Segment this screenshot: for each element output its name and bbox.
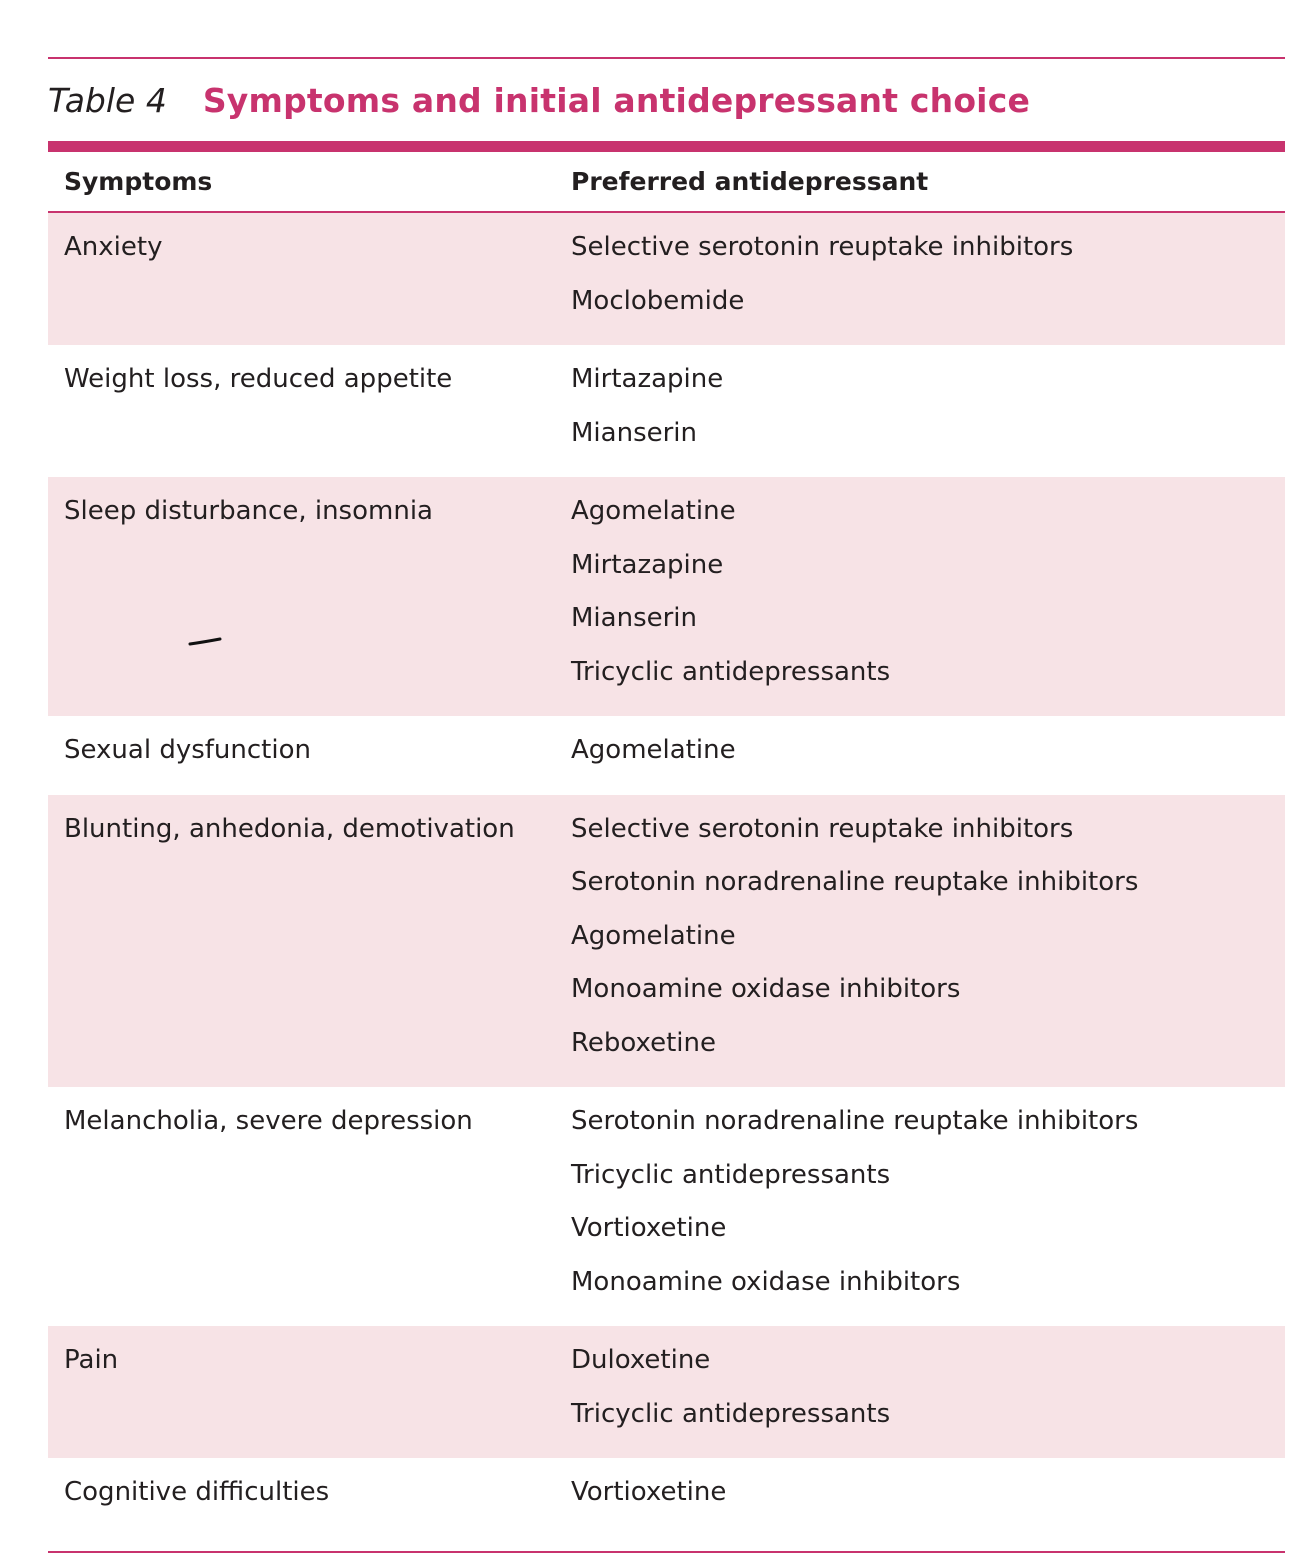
drug-list: [571, 221, 1285, 328]
drug-item: Agomelatine: [571, 920, 736, 951]
drug-item: Serotonin noradrenaline reuptake inhibitors: [571, 1106, 1139, 1136]
drug-item: Mirtazapine: [571, 549, 724, 580]
table-header: [48, 152, 1285, 213]
table-row: [48, 1326, 1285, 1458]
drug-list: [571, 1095, 1285, 1309]
symptom-cell: Sexual dysfunction: [64, 735, 311, 765]
drug-item: Moclobemide: [571, 285, 745, 316]
symptom-cell: Blunting, anhedonia, demotivation: [64, 813, 515, 844]
table-row: [48, 1087, 1285, 1326]
header-antidepressant: Preferred antidepressant: [571, 167, 929, 196]
table-row: [48, 1458, 1285, 1537]
drug-item: Tricyclic antidepressants: [571, 656, 891, 687]
drug-item: Duloxetine: [571, 1345, 711, 1375]
drug-item: Tricyclic antidepressants: [571, 1398, 891, 1429]
drug-list: [571, 485, 1285, 699]
symptom-cell: Anxiety: [64, 232, 163, 262]
table-title: Symptoms and initial antidepressant choice: [202, 80, 1031, 120]
drug-item: Tricyclic antidepressants: [571, 1159, 891, 1190]
drug-item: Mianserin: [571, 417, 698, 448]
table-container: [48, 57, 1285, 1553]
drug-item: Selective serotonin reuptake inhibitors: [571, 232, 1074, 262]
table-row: [48, 795, 1285, 1088]
drug-list: [571, 1334, 1285, 1441]
drug-item: Agomelatine: [571, 496, 736, 526]
title-rule: [48, 141, 1285, 152]
pen-stroke-mark: [188, 636, 222, 648]
symptom-cell: Weight loss, reduced appetite: [64, 364, 453, 394]
symptom-cell: Sleep disturbance, insomnia: [64, 496, 433, 526]
bottom-rule: [48, 1551, 1285, 1553]
drug-item: Serotonin noradrenaline reuptake inhibitors: [571, 867, 1139, 897]
table-row: [48, 213, 1285, 345]
symptom-cell: Pain: [64, 1345, 119, 1375]
drug-item: Agomelatine: [571, 735, 736, 765]
table-label: Table 4: [48, 80, 167, 120]
drug-item: Selective serotonin reuptake inhibitors: [571, 813, 1074, 844]
drug-item: Reboxetine: [571, 1027, 716, 1058]
drug-item: Mirtazapine: [571, 364, 724, 394]
drug-item: Monoamine oxidase inhibitors: [571, 974, 961, 1004]
drug-list: [571, 724, 1285, 778]
table-row: [48, 345, 1285, 477]
drug-list: [571, 803, 1285, 1071]
drug-list: [571, 353, 1285, 460]
drug-item: Monoamine oxidase inhibitors: [571, 1266, 961, 1297]
symptom-cell: Melancholia, severe depression: [64, 1106, 473, 1136]
symptom-cell: Cognitive difficulties: [64, 1477, 330, 1507]
table-caption: [48, 59, 1285, 141]
table-row: [48, 716, 1285, 795]
drug-item: Mianserin: [571, 603, 698, 633]
drug-list: [571, 1466, 1285, 1520]
table-row: [48, 477, 1285, 716]
drug-item: Vortioxetine: [571, 1213, 727, 1243]
drug-item: Vortioxetine: [571, 1477, 727, 1507]
header-symptoms: Symptoms: [64, 167, 213, 196]
